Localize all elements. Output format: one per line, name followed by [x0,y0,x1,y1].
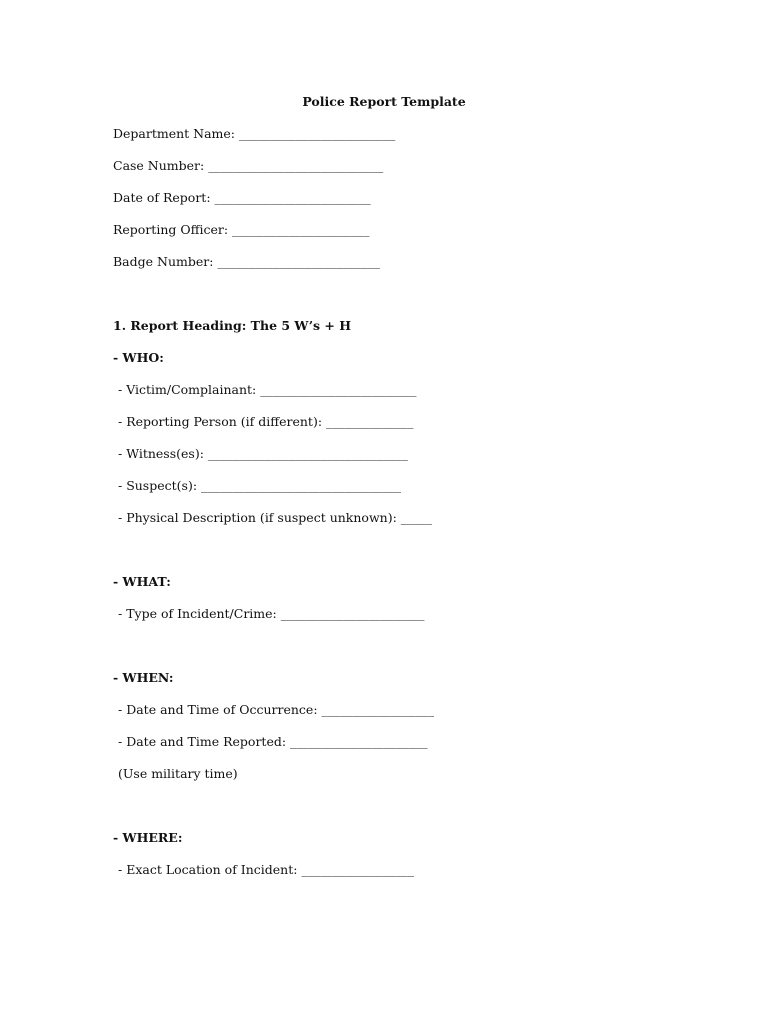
department-name-field: Department Name: _________________________ [113,126,396,141]
date-time-reported-field: - Date and Time Reported: ______________________ [118,734,428,749]
badge-number-field: Badge Number: __________________________ [113,254,380,269]
victim-complainant-field: - Victim/Complainant: _________________________ [118,382,417,397]
where-label: - WHERE: [113,830,183,845]
exact-location-field: - Exact Location of Incident: __________________ [118,862,414,877]
reporting-person-field: - Reporting Person (if different): ______________ [118,414,414,429]
case-number-field: Case Number: ____________________________ [113,158,384,173]
military-time-note: (Use military time) [118,766,238,781]
suspects-field: - Suspect(s): ________________________________ [118,478,402,493]
witnesses-field: - Witness(es): ________________________________ [118,446,408,461]
what-label: - WHAT: [113,574,171,589]
when-label: - WHEN: [113,670,174,685]
type-of-incident-field: - Type of Incident/Crime: _______________________ [118,606,425,621]
date-of-report-field: Date of Report: _________________________ [113,190,371,205]
date-time-occurrence-field: - Date and Time of Occurrence: __________________ [118,702,435,717]
who-label: - WHO: [113,350,164,365]
physical-description-field: - Physical Description (if suspect unknown): _____ [118,510,433,525]
section-heading: 1. Report Heading: The 5 W’s + H [113,318,352,333]
document-title: Police Report Template [302,94,466,109]
reporting-officer-field: Reporting Officer: ______________________ [113,222,370,237]
